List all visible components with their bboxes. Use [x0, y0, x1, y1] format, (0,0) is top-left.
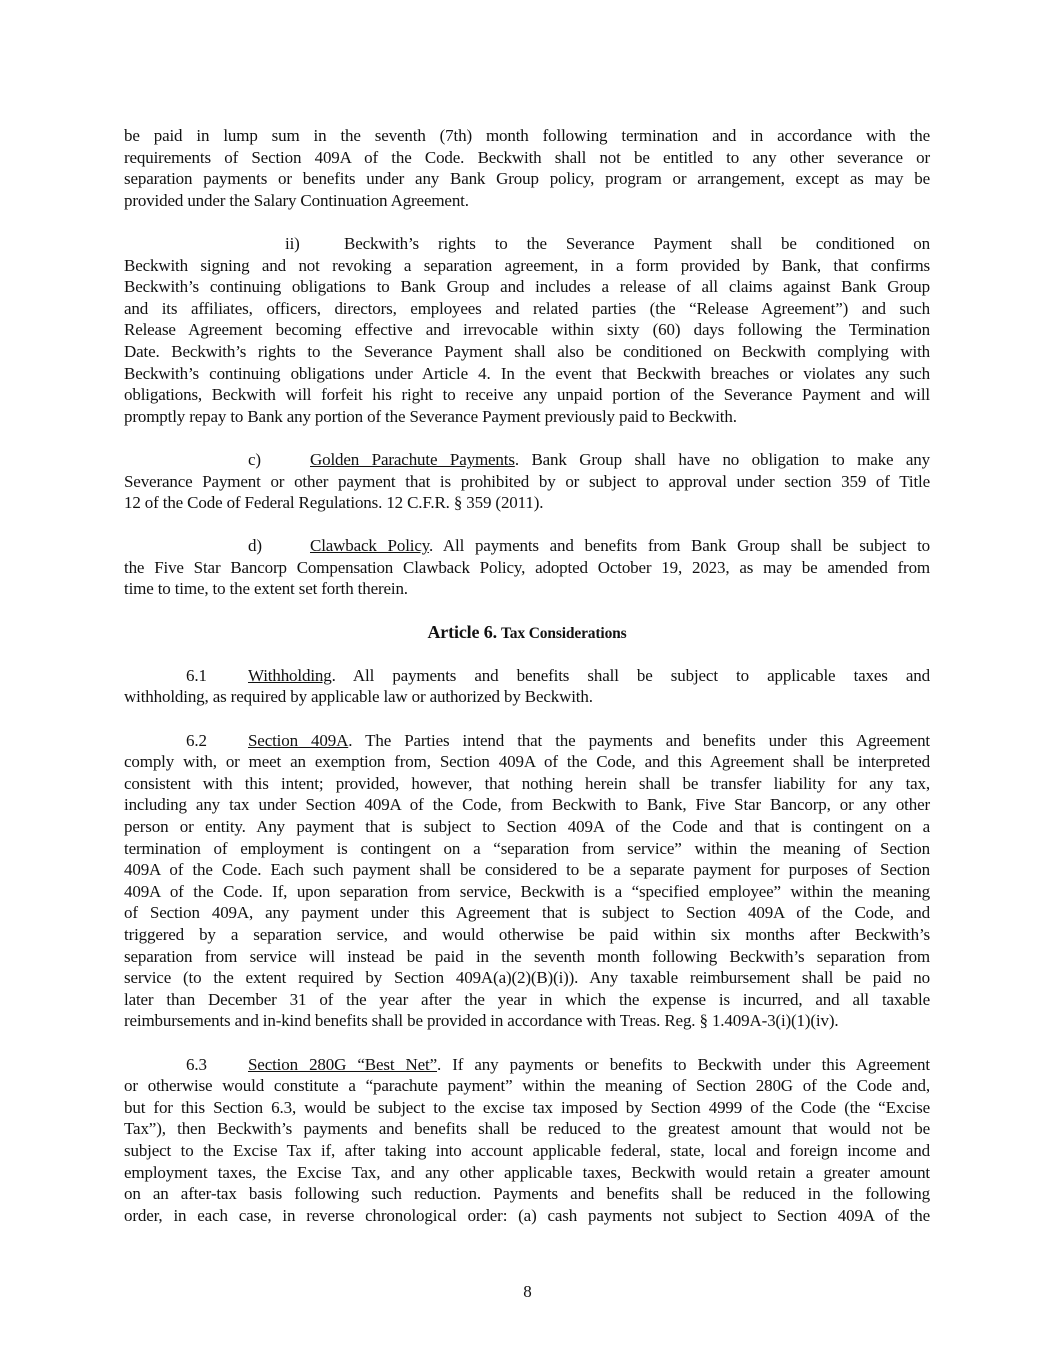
- text-line: Severance Payment or other payment that is prohibited by or subject to approval under section 359 of Title: [124, 471, 930, 491]
- text-line: on an after-tax basis following such reduction. Payments and benefits shall be reduced in the following: [124, 1184, 930, 1204]
- text-line: Beckwith’s continuing obligations to Bank Group and includes a release of all claims against Bank Group: [124, 277, 930, 297]
- text-line: subject to the Excise Tax if, after taking into account applicable federal, state, local and foreign income and: [124, 1140, 930, 1160]
- text-line: but for this Section 6.3, would be subject to the excise tax imposed by Section 4999 of the Code (the “Excise: [124, 1097, 930, 1117]
- article-heading: [124, 622, 930, 644]
- first-line-body: . If any payments or benefits to Beckwith under this Agreement: [437, 1054, 930, 1074]
- paragraph-s62: [124, 730, 930, 1032]
- text-line: requirements of Section 409A of the Code. Beckwith shall not be entitled to any other severance or: [124, 147, 930, 167]
- text-line: Date. Beckwith’s rights to the Severance Payment shall also be conditioned on Beckwith complying with: [124, 341, 930, 361]
- text-line: 409A of the Code. If, upon separation from service, Beckwith is a “specified employee” within the meaning: [124, 881, 930, 901]
- first-line-text: [344, 233, 930, 255]
- section-heading: Clawback Policy: [310, 536, 429, 556]
- first-line-text: [310, 535, 930, 557]
- page-number: 8: [523, 1282, 532, 1301]
- section-number: c): [248, 449, 261, 469]
- paragraph-first-line: [124, 535, 930, 557]
- section-number: 6.3: [186, 1054, 207, 1074]
- text-line: promptly repay to Bank any portion of the Severance Payment previously paid to Beckwith.: [124, 406, 737, 426]
- text-line: including any tax under Section 409A of the Code, from Beckwith to Bank, Five Star Bancorp, or any other: [124, 795, 930, 815]
- text-line: the Five Star Bancorp Compensation Clawback Policy, adopted October 19, 2023, as may be amended from: [124, 557, 930, 577]
- section-heading: Withholding: [248, 665, 332, 685]
- text-line: comply with, or meet an exemption from, Section 409A of the Code, and this Agreement shall be interpreted: [124, 752, 930, 772]
- section-heading: Section 280G “Best Net”: [248, 1054, 438, 1074]
- document-page: [124, 125, 930, 1248]
- text-line: Beckwith’s continuing obligations under Article 4. In the event that Beckwith breaches or violates any such: [124, 363, 930, 383]
- text-line: 409A of the Code. Each such payment shall be considered to be a separate payment for purposes of Section: [124, 860, 930, 880]
- first-line-body: Beckwith’s rights to the Severance Payment shall be conditioned on: [344, 233, 930, 253]
- first-line-text: [248, 665, 930, 687]
- paragraph-p2: [124, 449, 930, 514]
- first-line-body: . All payments and benefits from Bank Group shall be subject to: [428, 536, 930, 556]
- first-line-body: . The Parties intend that the payments and benefits under this Agreement: [348, 730, 930, 750]
- first-line-text: [248, 1054, 930, 1076]
- paragraph-first-line: [124, 233, 930, 255]
- section-number: 6.2: [186, 730, 207, 750]
- text-line: triggered by a separation service, and would otherwise be paid within six months after Beckwith’s: [124, 924, 930, 944]
- paragraph-first-line: [124, 665, 930, 687]
- section-heading: Golden Parachute Payments: [310, 449, 515, 469]
- first-line-body: . Bank Group shall have no obligation to make any: [514, 449, 930, 469]
- text-line: order, in each case, in reverse chronological order: (a) cash payments not subject to Section 409A of the: [124, 1205, 930, 1225]
- text-line: obligations, Beckwith will forfeit his right to receive any unpaid portion of the Severance Payment and will: [124, 385, 930, 405]
- section-heading: Section 409A: [248, 730, 349, 750]
- text-line: Release Agreement becoming effective and irrevocable within sixty (60) days following the Termination: [124, 320, 930, 340]
- text-line: withholding, as required by applicable law or authorized by Beckwith.: [124, 687, 593, 707]
- text-line: person or entity. Any payment that is subject to Section 409A of the Code and that is contingent on a: [124, 817, 930, 836]
- text-line: time to time, to the extent set forth therein.: [124, 579, 408, 599]
- article-title: Tax Considerations: [501, 624, 627, 642]
- text-line: of Section 409A, any payment under this Agreement that is subject to Section 409A of the Code, and: [124, 903, 930, 923]
- first-line-text: [310, 449, 930, 471]
- text-line: later than December 31 of the year after the year in which the expense is incurred, and all taxable: [124, 989, 930, 1009]
- text-line: or otherwise would constitute a “parachute payment” within the meaning of Section 280G of the Code and,: [124, 1076, 930, 1096]
- text-line: separation from service will instead be paid in the seventh month following Beckwith’s separation from: [124, 946, 930, 966]
- section-number: 6.1: [186, 665, 207, 685]
- paragraph-p0: [124, 125, 930, 211]
- section-number: d): [248, 536, 262, 556]
- text-line: consistent with this intent; provided, however, that nothing herein shall be transfer liability for any tax,: [124, 773, 930, 793]
- text-line: Tax”), then Beckwith’s payments and benefits shall be reduced to the greatest amount that would not be: [124, 1119, 930, 1139]
- paragraph-first-line: [124, 449, 930, 471]
- article-number: Article 6.: [427, 621, 497, 642]
- text-line: 12 of the Code of Federal Regulations. 12 C.F.R. § 359 (2011).: [124, 493, 544, 513]
- first-line-text: [248, 730, 930, 752]
- first-line-body: . All payments and benefits shall be subject to applicable taxes and: [331, 665, 930, 685]
- text-line: and its affiliates, officers, directors, employees and related parties (the “Release Agreement”) and such: [124, 298, 930, 318]
- paragraph-first-line: [124, 730, 930, 752]
- paragraph-p3: [124, 535, 930, 600]
- paragraph-p1: [124, 233, 930, 427]
- text-line: provided under the Salary Continuation Agreement.: [124, 190, 469, 210]
- paragraph-first-line: [124, 1054, 930, 1076]
- text-line: Beckwith signing and not revoking a separation agreement, in a form provided by Bank, that confirms: [124, 255, 930, 275]
- text-line: employment taxes, the Excise Tax, and any other applicable taxes, Beckwith would retain a greater amount: [124, 1162, 930, 1182]
- text-line: service (to the extent required by Section 409A(a)(2)(B)(i)). Any taxable reimbursement shall be paid no: [124, 968, 930, 988]
- text-line: termination of employment is contingent on a “separation from service” within the meaning of Section: [124, 838, 930, 858]
- text-line: be paid in lump sum in the seventh (7th) month following termination and in accordance with the: [124, 126, 930, 145]
- text-line: separation payments or benefits under any Bank Group policy, program or arrangement, except as may be: [124, 169, 930, 189]
- text-line: reimbursements and in-kind benefits shall be provided in accordance with Treas. Reg. § 1.409A-3(i)(1)(iv).: [124, 1011, 839, 1031]
- paragraph-s61: [124, 665, 930, 708]
- paragraph-s63: [124, 1054, 930, 1227]
- section-number: ii): [285, 233, 300, 253]
